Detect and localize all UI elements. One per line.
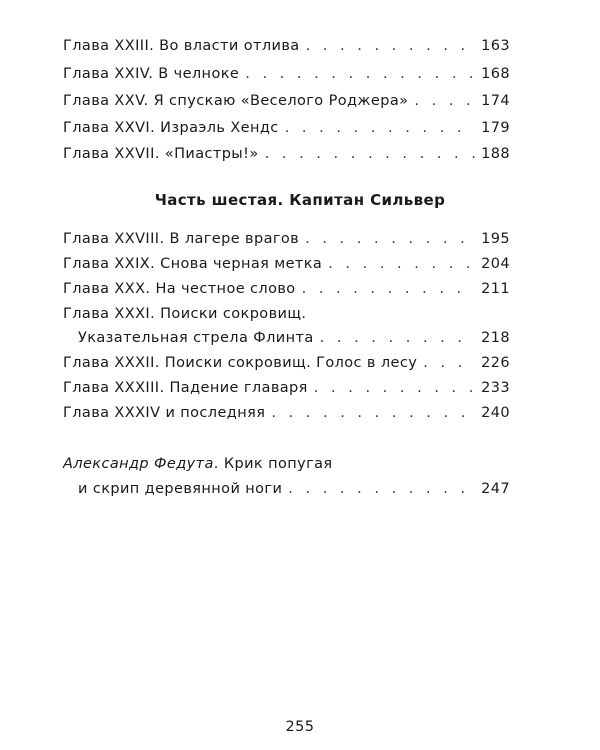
toc-entry-page: 240 xyxy=(481,405,510,421)
toc-entry-ch24[interactable] xyxy=(63,66,510,82)
toc-entry-title: Глава XXVI. Израэль Хендс xyxy=(63,120,279,136)
toc-entry-ch34[interactable] xyxy=(63,405,510,421)
dot-leader xyxy=(320,330,475,346)
toc-entry-page: 204 xyxy=(481,256,510,272)
toc-entry-page: 247 xyxy=(481,481,510,497)
dot-leader xyxy=(328,256,475,272)
toc-entry-page: 218 xyxy=(481,330,510,346)
toc-entry-title: Глава XXV. Я спускаю «Веселого Роджера» xyxy=(63,93,409,109)
toc-entry-title: Глава XXVII. «Пиастры!» xyxy=(63,146,259,162)
toc-entry-page: 188 xyxy=(481,146,510,162)
toc-entry-page: 168 xyxy=(481,66,510,82)
dot-leader xyxy=(302,281,476,297)
dot-leader xyxy=(414,93,475,109)
dot-leader xyxy=(423,355,475,371)
toc-entry-title: Глава XXIII. Во власти отлива xyxy=(63,38,300,54)
dot-leader xyxy=(265,146,475,162)
toc-entry-page: 195 xyxy=(481,231,510,247)
toc-entry-page: 174 xyxy=(481,93,510,109)
dot-leader xyxy=(288,481,475,497)
dot-leader xyxy=(314,380,475,396)
toc-entry-title: Глава XXIV. В челноке xyxy=(63,66,240,82)
toc-entry-page: 226 xyxy=(481,355,510,371)
afterword-line1[interactable] xyxy=(63,456,333,472)
toc-entry-title: Глава XXXIII. Падение главаря xyxy=(63,380,308,396)
dot-leader xyxy=(305,231,475,247)
toc-entry-ch33[interactable] xyxy=(63,380,510,396)
afterword-author: Александр Федута xyxy=(63,456,214,472)
dot-leader xyxy=(271,405,475,421)
toc-entry-ch28[interactable] xyxy=(63,231,510,247)
toc-entry-title: Глава XXXIV и последняя xyxy=(63,405,266,421)
toc-entry-page: 233 xyxy=(481,380,510,396)
toc-entry-title: Глава XXX. На честное слово xyxy=(63,281,296,297)
toc-entry-title: Указательная стрела Флинта xyxy=(78,330,314,346)
toc-entry-page: 211 xyxy=(481,281,510,297)
dot-leader xyxy=(245,66,475,82)
toc-entry-ch30[interactable] xyxy=(63,281,510,297)
afterword-title-part1: . Крик попугая xyxy=(213,456,333,472)
toc-entry-ch26[interactable] xyxy=(63,120,510,136)
afterword-line2[interactable] xyxy=(78,481,510,497)
dot-leader xyxy=(285,120,475,136)
toc-entry-ch23[interactable] xyxy=(63,38,510,54)
toc-entry-title: Глава XXXII. Поиски сокровищ. Голос в лесу xyxy=(63,355,418,371)
toc-entry-ch31-line2[interactable] xyxy=(78,330,510,346)
page-number: 255 xyxy=(285,719,315,735)
toc-entry-ch29[interactable] xyxy=(63,256,510,272)
toc-entry-title: Глава XXIX. Снова черная метка xyxy=(63,256,323,272)
toc-entry-title: и скрип деревянной ноги xyxy=(78,481,283,497)
toc-entry-ch25[interactable] xyxy=(63,93,510,109)
toc-entry-ch31-line1[interactable]: Глава XXXI. Поиски сокровищ. xyxy=(63,306,307,322)
toc-entry-ch32[interactable] xyxy=(63,355,510,371)
toc-entry-title: Глава XXVIII. В лагере врагов xyxy=(63,231,300,247)
toc-entry-page: 179 xyxy=(481,120,510,136)
toc-entry-ch27[interactable] xyxy=(63,146,510,162)
dot-leader xyxy=(306,38,476,54)
part-heading: Часть шестая. Капитан Сильвер xyxy=(154,191,446,209)
toc-entry-page: 163 xyxy=(481,38,510,54)
